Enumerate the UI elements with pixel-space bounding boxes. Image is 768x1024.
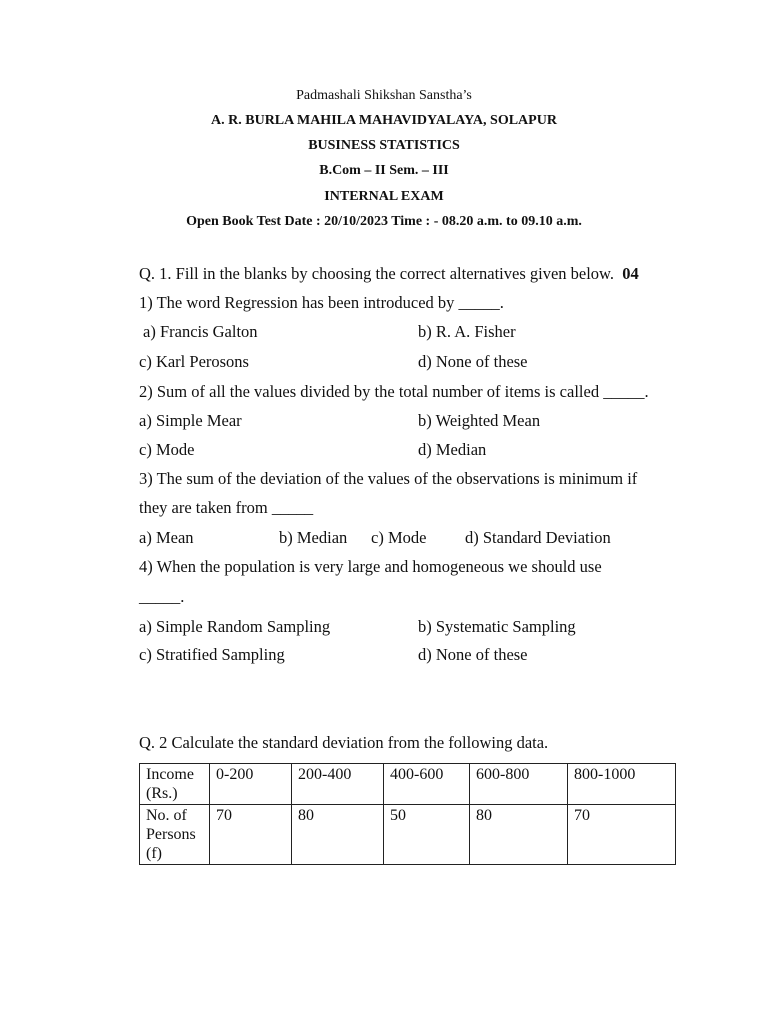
q1-3-question-line2: they are taken from _____: [139, 498, 314, 517]
q1-3-option-c: c) Mode: [371, 528, 427, 547]
table-cell-class: 0-200: [210, 764, 292, 805]
q1-3-question-line1: 3) The sum of the deviation of the values of the observations is minimum if: [139, 469, 638, 488]
exam-title: INTERNAL EXAM: [324, 189, 444, 204]
q1-2-option-a: a) Simple Mear: [139, 411, 242, 430]
data-table: [139, 763, 676, 865]
q1-2-option-d: d) Median: [418, 440, 487, 459]
exam-details: Open Book Test Date : 20/10/2023 Time : - 08.20 a.m. to 09.10 a.m.: [186, 214, 582, 229]
subject-title: BUSINESS STATISTICS: [308, 138, 460, 153]
q1-title: Q. 1. Fill in the blanks by choosing the correct alternatives given below.: [139, 264, 615, 283]
table-cell-frequency: 70: [568, 805, 676, 865]
college-name: A. R. BURLA MAHILA MAHAVIDYALAYA, SOLAPUR: [211, 113, 557, 128]
q1-4-option-c: c) Stratified Sampling: [139, 645, 285, 664]
q1-4-option-a: a) Simple Random Sampling: [139, 617, 331, 636]
q1-title-row: [139, 264, 639, 284]
table-cell-class: 200-400: [292, 764, 384, 805]
q1-4-question-line2: _____.: [139, 587, 185, 606]
table-cell-frequency: 80: [292, 805, 384, 865]
table-cell-frequency: 80: [470, 805, 568, 865]
q1-4-question-line1: 4) When the population is very large and homogeneous we should use: [139, 557, 602, 576]
q2-title: Q. 2 Calculate the standard deviation from the following data.: [139, 733, 549, 752]
table-cell-frequency: 70: [210, 805, 292, 865]
q1-1-option-c: c) Karl Perosons: [139, 352, 249, 371]
table-row: [140, 764, 676, 805]
q1-1-question: 1) The word Regression has been introduced by _____.: [139, 293, 504, 312]
q1-2-option-c: c) Mode: [139, 440, 195, 459]
q1-2-question: 2) Sum of all the values divided by the total number of items is called _____.: [139, 382, 649, 401]
q1-1-option-a: a) Francis Galton: [143, 322, 258, 341]
table-row: [140, 805, 676, 865]
q1-1-option-b: b) R. A. Fisher: [418, 322, 516, 341]
table-cell-frequency: 50: [384, 805, 470, 865]
q1-2-option-b: b) Weighted Mean: [418, 411, 541, 430]
table-row-label-income: Income (Rs.): [140, 764, 210, 805]
institution-name: Padmashali Shikshan Sanstha’s: [296, 88, 472, 103]
table-cell-class: 800-1000: [568, 764, 676, 805]
q1-marks: 04: [622, 264, 639, 283]
table-cell-class: 400-600: [384, 764, 470, 805]
q1-4-option-d: d) None of these: [418, 645, 528, 664]
q1-1-option-d: d) None of these: [418, 352, 528, 371]
q1-3-option-b: b) Median: [279, 528, 348, 547]
q1-3-option-a: a) Mean: [139, 528, 194, 547]
q1-3-option-d: d) Standard Deviation: [465, 528, 611, 547]
class-label: B.Com – II Sem. – III: [319, 163, 449, 178]
q1-4-option-b: b) Systematic Sampling: [418, 617, 576, 636]
table-row-label-persons: No. of Persons (f): [140, 805, 210, 865]
table-cell-class: 600-800: [470, 764, 568, 805]
